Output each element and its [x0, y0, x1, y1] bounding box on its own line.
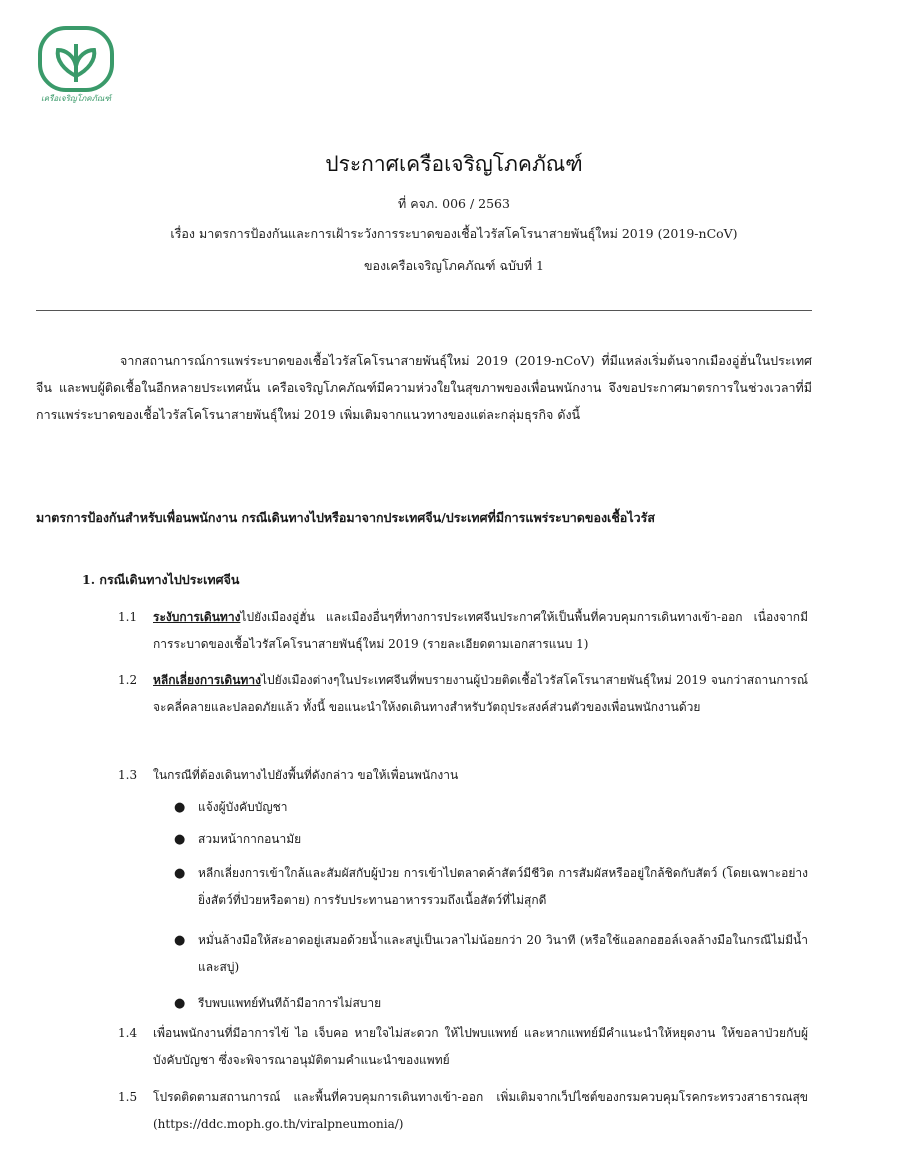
list-item — [174, 860, 808, 914]
item-text: โปรดติดตามสถานการณ์ และพื้นที่ควบคุมการเดินทางเข้า-ออก เพิ่มเติมจากเว็ปไซต์ของกรมควบคุมโรคกระทรวงสาธารณสุข (https://ddc.moph.go.th/viralpneumonia/) — [153, 1090, 808, 1131]
bullet-text: หมั่นล้างมือให้สะอาดอยู่เสมอด้วยน้ำและสบู่เป็นเวลาไม่น้อยกว่า 20 วินาที (หรือใช้แอลกอฮอล์เจลล้างมือในกรณีไม่มีน้ำและสบู่) — [198, 933, 808, 974]
divider — [36, 310, 812, 311]
list-item — [174, 990, 808, 1017]
item-1-3 — [118, 762, 808, 789]
item-number: 1.2 — [118, 673, 138, 687]
item-1-1 — [118, 604, 808, 658]
announcement-subject: เรื่อง มาตรการป้องกันและการเฝ้าระวังการระบาดของเชื้อไวรัสโคโรนาสายพันธุ์ใหม่ 2019 (2019-nCoV) — [170, 226, 738, 241]
bullet-icon: ● — [174, 866, 186, 881]
item-lead: ระงับการเดินทาง — [153, 610, 241, 624]
item-text: เพื่อนพนักงานที่มีอาการไข้ ไอ เจ็บคอ หายใจไม่สะดวก ให้ไปพบแพทย์ และหากแพทย์มีคำแนะนำให้หยุดงาน ให้ขอลาป่วยกับผู้บังคับบัญชา ซึ่งจะพิจารณาอนุมัติตามคำแนะนำของแพทย์ — [153, 1026, 808, 1067]
item-number: 1.4 — [118, 1026, 138, 1040]
item-number: 1.3 — [118, 768, 138, 782]
item-number: 1.5 — [118, 1090, 138, 1104]
bullet-text: แจ้งผู้บังคับบัญชา — [198, 800, 288, 814]
bullet-icon: ● — [174, 933, 186, 948]
item-1-5 — [118, 1084, 808, 1138]
item-text: ไปยังเมืองอู่ฮั่น และเมืองอื่นๆที่ทางการประเทศจีนประกาศให้เป็นพื้นที่ควบคุมการเดินทางเข้า-ออก เนื่องจากมีการระบาดของเชื้อไวรัสโคโรนาสายพันธุ์ใหม่ 2019 (รายละเอียดตามเอกสารแนบ 1) — [153, 610, 808, 651]
list-item — [174, 826, 808, 853]
cp-logo — [36, 26, 116, 112]
announcement-title: ประกาศเครือเจริญโภคภัณฑ์ — [325, 152, 583, 176]
item-text: ไปยังเมืองต่างๆในประเทศจีนที่พบรายงานผู้ป่วยติดเชื้อไวรัสโคโรนาสายพันธุ์ใหม่ 2019 จนกว่าสถานการณ์จะคลี่คลายและปลอดภัยแล้ว ทั้งนี้ ขอแนะนำให้งดเดินทางสำหรับวัตถุประสงค์ส่วนตัวของเพื่อนพนักงานด้วย — [153, 673, 808, 714]
logo-caption: เครือเจริญโภคภัณฑ์ — [41, 94, 111, 103]
bullet-text: สวมหน้ากากอนามัย — [198, 832, 302, 846]
bullet-text: หลีกเลี่ยงการเข้าใกล้และสัมผัสกับผู้ป่วย การเข้าไปตลาดค้าสัตว์มีชีวิต การสัมผัสหรืออยู่ใกล้ชิดกับสัตว์ (โดยเฉพาะอย่างยิ่งสัตว์ที่ป่วยหรือตาย) การรับประทานอาหารรวมถึงเนื้อสัตว์ที่ไม่สุกดี — [198, 866, 808, 907]
announcement-issuer: ของเครือเจริญโภคภัณฑ์ ฉบับที่ 1 — [363, 258, 545, 273]
announcement-number: ที่ คจภ. 006 / 2563 — [398, 196, 510, 211]
cp-logo-icon — [36, 26, 116, 92]
bullet-icon: ● — [174, 800, 186, 815]
list-item — [174, 927, 808, 981]
intro-paragraph: จากสถานการณ์การแพร่ระบาดของเชื้อไวรัสโคโรนาสายพันธุ์ใหม่ 2019 (2019-nCoV) ที่มีแหล่งเริ่มต้นจากเมืองอู่ฮั่นในประเทศจีน และพบผู้ติดเชื้อในอีกหลายประเทศนั้น เครือเจริญโภคภัณฑ์มีความห่วงใยในสุขภาพของเพื่อนพนักงาน จึงขอประกาศมาตรการในช่วงเวลาที่มีการแพร่ระบาดของเชื้อไวรัสโคโรนาสายพันธุ์ใหม่ 2019 เพิ่มเติมจากแนวทางของแต่ละกลุ่มธุรกิจ ดังนี้ — [36, 353, 812, 422]
item-1-2 — [118, 667, 808, 721]
item-text: ในกรณีที่ต้องเดินทางไปยังพื้นที่ดังกล่าว ขอให้เพื่อนพนักงาน — [153, 768, 459, 782]
bullet-icon: ● — [174, 996, 186, 1011]
list-item — [174, 794, 808, 821]
item-1-4 — [118, 1020, 808, 1074]
section-1-title: 1. กรณีเดินทางไปประเทศจีน — [82, 572, 240, 587]
measures-heading: มาตรการป้องกันสำหรับเพื่อนพนักงาน กรณีเดินทางไปหรือมาจากประเทศจีน/ประเทศที่มีการแพร่ระบาดของเชื้อไวรัส — [36, 510, 655, 525]
item-lead: หลีกเลี่ยงการเดินทาง — [153, 673, 261, 687]
bullet-icon: ● — [174, 832, 186, 847]
bullet-text: รีบพบแพทย์ทันทีถ้ามีอาการไม่สบาย — [198, 996, 382, 1010]
item-number: 1.1 — [118, 610, 138, 624]
